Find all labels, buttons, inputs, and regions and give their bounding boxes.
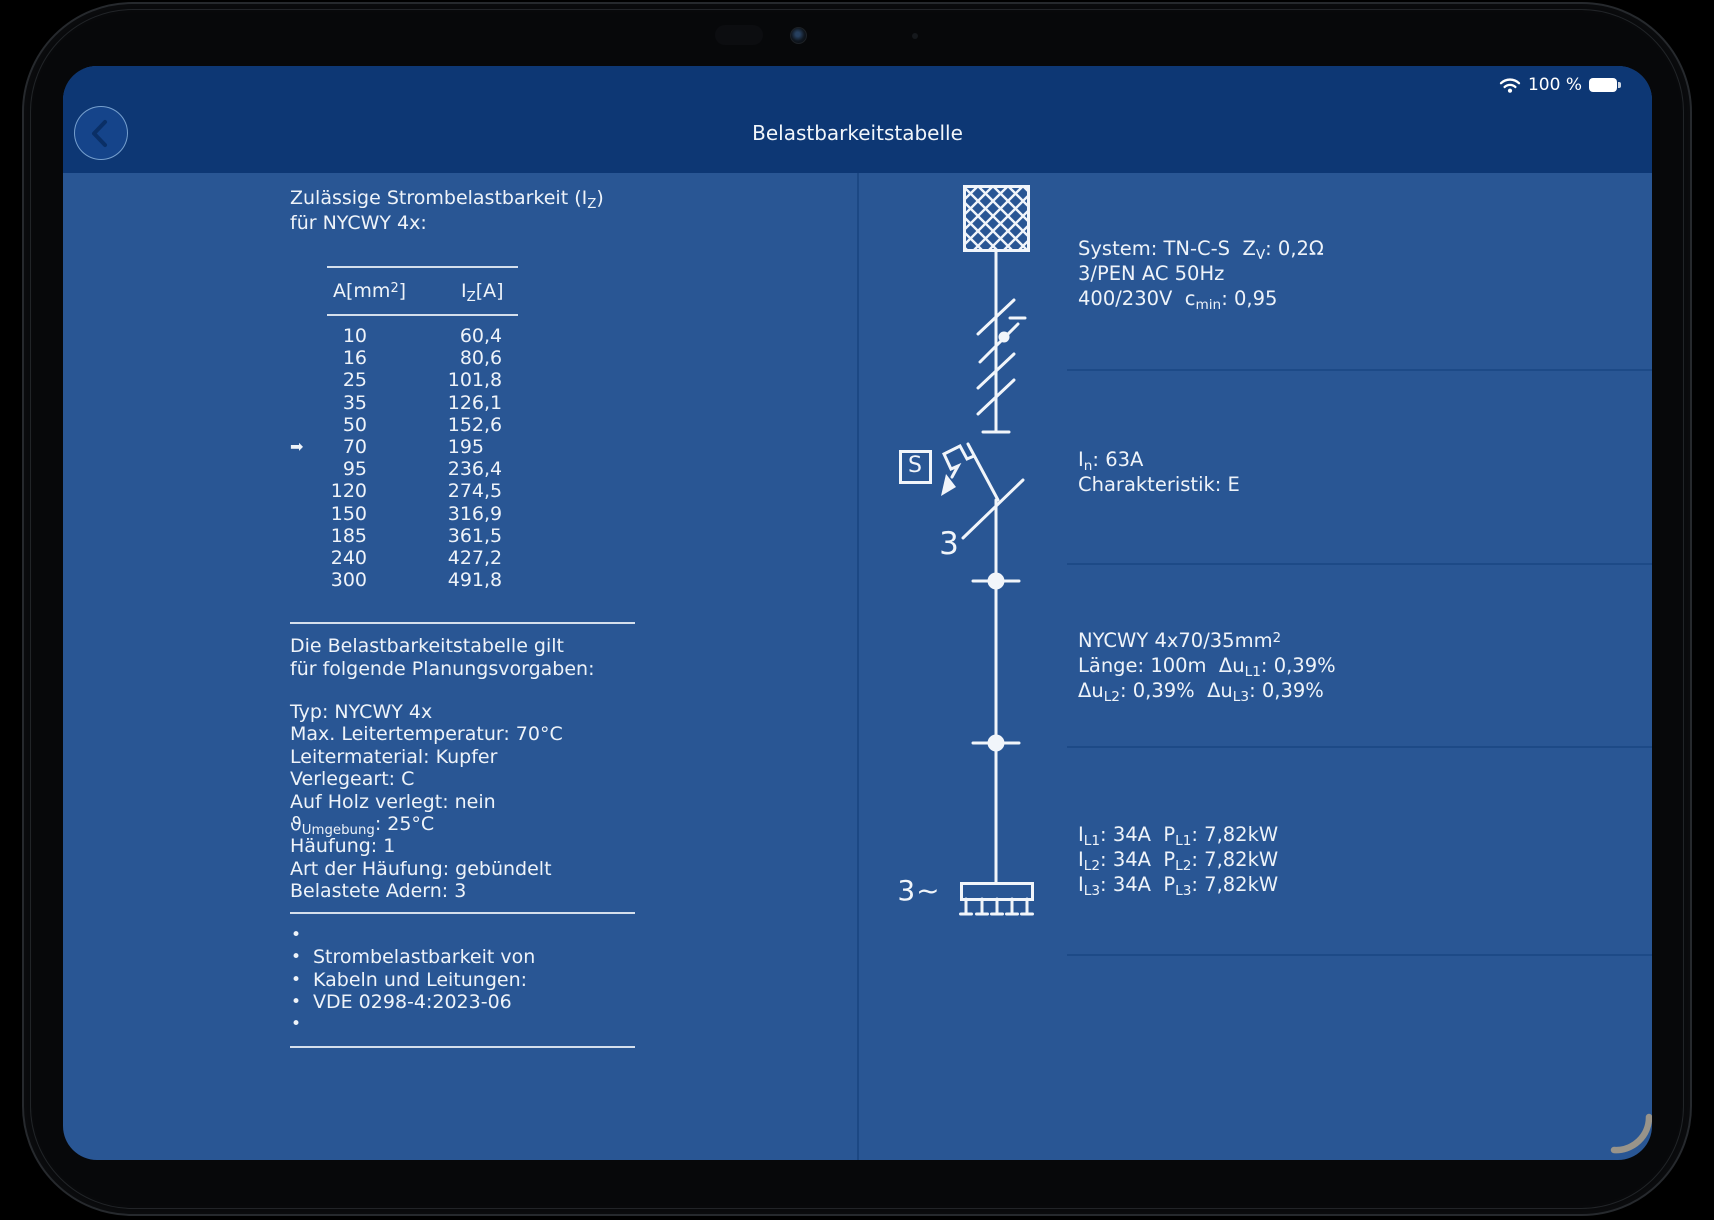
cable-info-block (1078, 628, 1336, 706)
current-frac-part: ,9 (484, 502, 503, 525)
cross-section-value: 25 (342, 369, 367, 392)
switch-letter-label: S (908, 453, 922, 478)
current-int-part: 491 (447, 569, 484, 592)
right-separator (1067, 369, 1652, 371)
load-info-block (1078, 822, 1279, 900)
planning-line: Belastete Adern: 3 (290, 880, 467, 903)
pen-conductor-marks (978, 300, 1025, 414)
cross-section-value: 300 (330, 569, 367, 592)
table-row (290, 436, 550, 458)
cross-section-value: 150 (330, 502, 367, 525)
current-int-part: 361 (447, 524, 484, 547)
table-note (290, 635, 594, 680)
load-phase-label: 3~ (897, 874, 941, 907)
cross-section-value: 35 (342, 391, 367, 414)
table-row (290, 325, 550, 347)
info-line: NYCWY $4x70/35mm^2$ (1078, 629, 1282, 652)
current-frac-part: ,6 (484, 347, 503, 370)
sensor-capsule (715, 25, 763, 45)
current-int-part: 80 (459, 347, 484, 370)
table-row (290, 525, 550, 547)
info-line: $I_{L3}$: 34A $P_{L3}$: 7,82kW (1078, 873, 1279, 900)
cross-section-value: 16 (342, 347, 367, 370)
bullet-icon: • (291, 1014, 302, 1035)
current-int-part: 316 (447, 502, 484, 525)
list-item (291, 1013, 535, 1035)
note-line: Die Belastbarkeitstabelle gilt (290, 635, 564, 657)
info-line: 3/PEN AC 50Hz (1078, 262, 1225, 285)
current-frac-part: ,8 (484, 369, 503, 392)
planning-parameters (290, 701, 563, 903)
column-header-area: $A[mm^2]$ (333, 280, 407, 302)
pole-count-label: 3 (939, 526, 959, 562)
list-item (291, 969, 535, 991)
wifi-icon (1499, 77, 1521, 93)
trip-release-arrow (944, 446, 974, 477)
breaker-info-block (1078, 447, 1240, 497)
title-line-2: für NYCWY 4x: (290, 212, 427, 234)
pole-count-slash (963, 480, 1023, 538)
planning-line: Auf Holz verlegt: nein (290, 790, 496, 813)
source-reference-list (291, 924, 535, 1035)
list-item (291, 924, 535, 946)
current-int-part: 126 (447, 391, 484, 414)
list-item-text: Kabeln und Leitungen: (313, 968, 528, 991)
cross-section-value: 120 (330, 480, 367, 503)
page-title: Belastbarkeitstabelle (752, 121, 963, 145)
cross-section-value: 185 (330, 524, 367, 547)
junction-node (973, 735, 1019, 752)
cross-section-value: 50 (342, 413, 367, 436)
table-row (290, 347, 550, 369)
page-curl-mark (1614, 1117, 1649, 1150)
list-item-text: Strombelastbarkeit von (313, 946, 536, 969)
current-frac-part: ,2 (484, 546, 503, 569)
list-item-text: VDE 0298-4:2023-06 (313, 991, 512, 1014)
front-camera (790, 27, 807, 44)
planning-line: Typ: NYCWY 4x (290, 701, 433, 723)
load-comb-icon (961, 884, 1033, 915)
supply-grid-icon (965, 187, 1029, 251)
cross-section-value: 240 (330, 546, 367, 569)
selected-row-arrow: ➡ (290, 437, 304, 457)
planning-line: Max. Leitertemperatur: 70°C (290, 723, 563, 746)
current-int-part: 152 (447, 413, 484, 436)
current-int-part: 101 (447, 369, 484, 392)
separator-line (290, 622, 635, 624)
current-frac-part: ,1 (484, 391, 503, 414)
list-item (291, 946, 535, 968)
current-int-part: 60 (459, 325, 484, 348)
ambient-sensor-dot (912, 33, 918, 39)
capacity-table-title (290, 186, 720, 236)
trip-arrow-head (941, 474, 956, 496)
title-line-1: Zulässige Strombelastbarkeit $(I_Z)$ (290, 187, 604, 212)
planning-line: Leitermaterial: Kupfer (290, 745, 498, 768)
current-int-part: 427 (447, 546, 484, 569)
note-line: für folgende Planungsvorgaben: (290, 657, 595, 680)
bullet-icon: • (291, 947, 302, 968)
current-int-part: 274 (447, 480, 484, 503)
table-row (290, 369, 550, 391)
planning-line: Verlegeart: C (290, 768, 415, 791)
info-line: $I_n$: 63A (1078, 448, 1144, 475)
battery-percent-label: 100 % (1527, 74, 1582, 95)
info-line: 400/230V $c_{min}$: 0,95 (1078, 287, 1278, 314)
separator-line (290, 912, 635, 914)
separator-line (290, 1046, 635, 1048)
battery-full-icon (1589, 78, 1617, 92)
bullet-icon: • (291, 969, 302, 990)
info-line: $I_{L2}$: 34A $P_{L2}$: 7,82kW (1078, 848, 1279, 875)
app-screen (63, 66, 1652, 1160)
navigation-bar (63, 66, 1652, 173)
current-frac-part: ,5 (484, 480, 503, 503)
current-frac-part: ,4 (484, 458, 503, 481)
table-row (290, 414, 550, 436)
cross-section-value: 70 (342, 436, 367, 459)
info-line: System: TN-C-S $Z_V$: 0,2Ω (1078, 237, 1324, 264)
table-row (290, 480, 550, 502)
info-line: Länge: 100m $\Delta u_{L1}$: 0,39% (1078, 654, 1336, 681)
status-bar (1499, 76, 1617, 93)
current-frac-part: ,6 (484, 413, 503, 436)
table-top-rule (327, 266, 518, 268)
right-separator (1067, 563, 1652, 565)
junction-node (973, 573, 1019, 590)
right-separator (1067, 746, 1652, 748)
bullet-icon: • (291, 925, 302, 946)
info-line: $\Delta u_{L2}$: 0,39% $\Delta u_{L3}$: 0,39% (1078, 679, 1324, 706)
table-header-rule (327, 314, 518, 316)
planning-line: Häufung: 1 (290, 835, 396, 858)
current-int-part: 195 (447, 436, 484, 459)
table-row (290, 392, 550, 414)
current-frac-part: ,4 (484, 325, 503, 348)
system-info-block (1078, 236, 1324, 314)
current-int-part: 236 (447, 458, 484, 481)
table-row (290, 503, 550, 525)
breaker-blade (968, 444, 998, 500)
table-row (290, 569, 550, 591)
cross-section-value: 95 (342, 458, 367, 481)
cross-section-value: 10 (342, 325, 367, 348)
planning-line: Art der Häufung: gebündelt (290, 857, 552, 880)
right-separator (1067, 954, 1652, 956)
bullet-icon: • (291, 992, 302, 1013)
info-line: Charakteristik: E (1078, 473, 1240, 496)
table-row (290, 547, 550, 569)
table-row (290, 458, 550, 480)
current-frac-part: ,8 (484, 569, 503, 592)
column-header-current: $I_Z[A]$ (461, 280, 504, 305)
list-item (291, 991, 535, 1013)
info-line: $I_{L1}$: 34A $P_{L1}$: 7,82kW (1078, 823, 1279, 850)
planning-line: $ϑ_{Umgebung}$: 25°C (290, 813, 435, 839)
panel-divider (857, 173, 859, 1160)
capacity-table (290, 325, 550, 591)
current-frac-part: ,5 (484, 524, 503, 547)
